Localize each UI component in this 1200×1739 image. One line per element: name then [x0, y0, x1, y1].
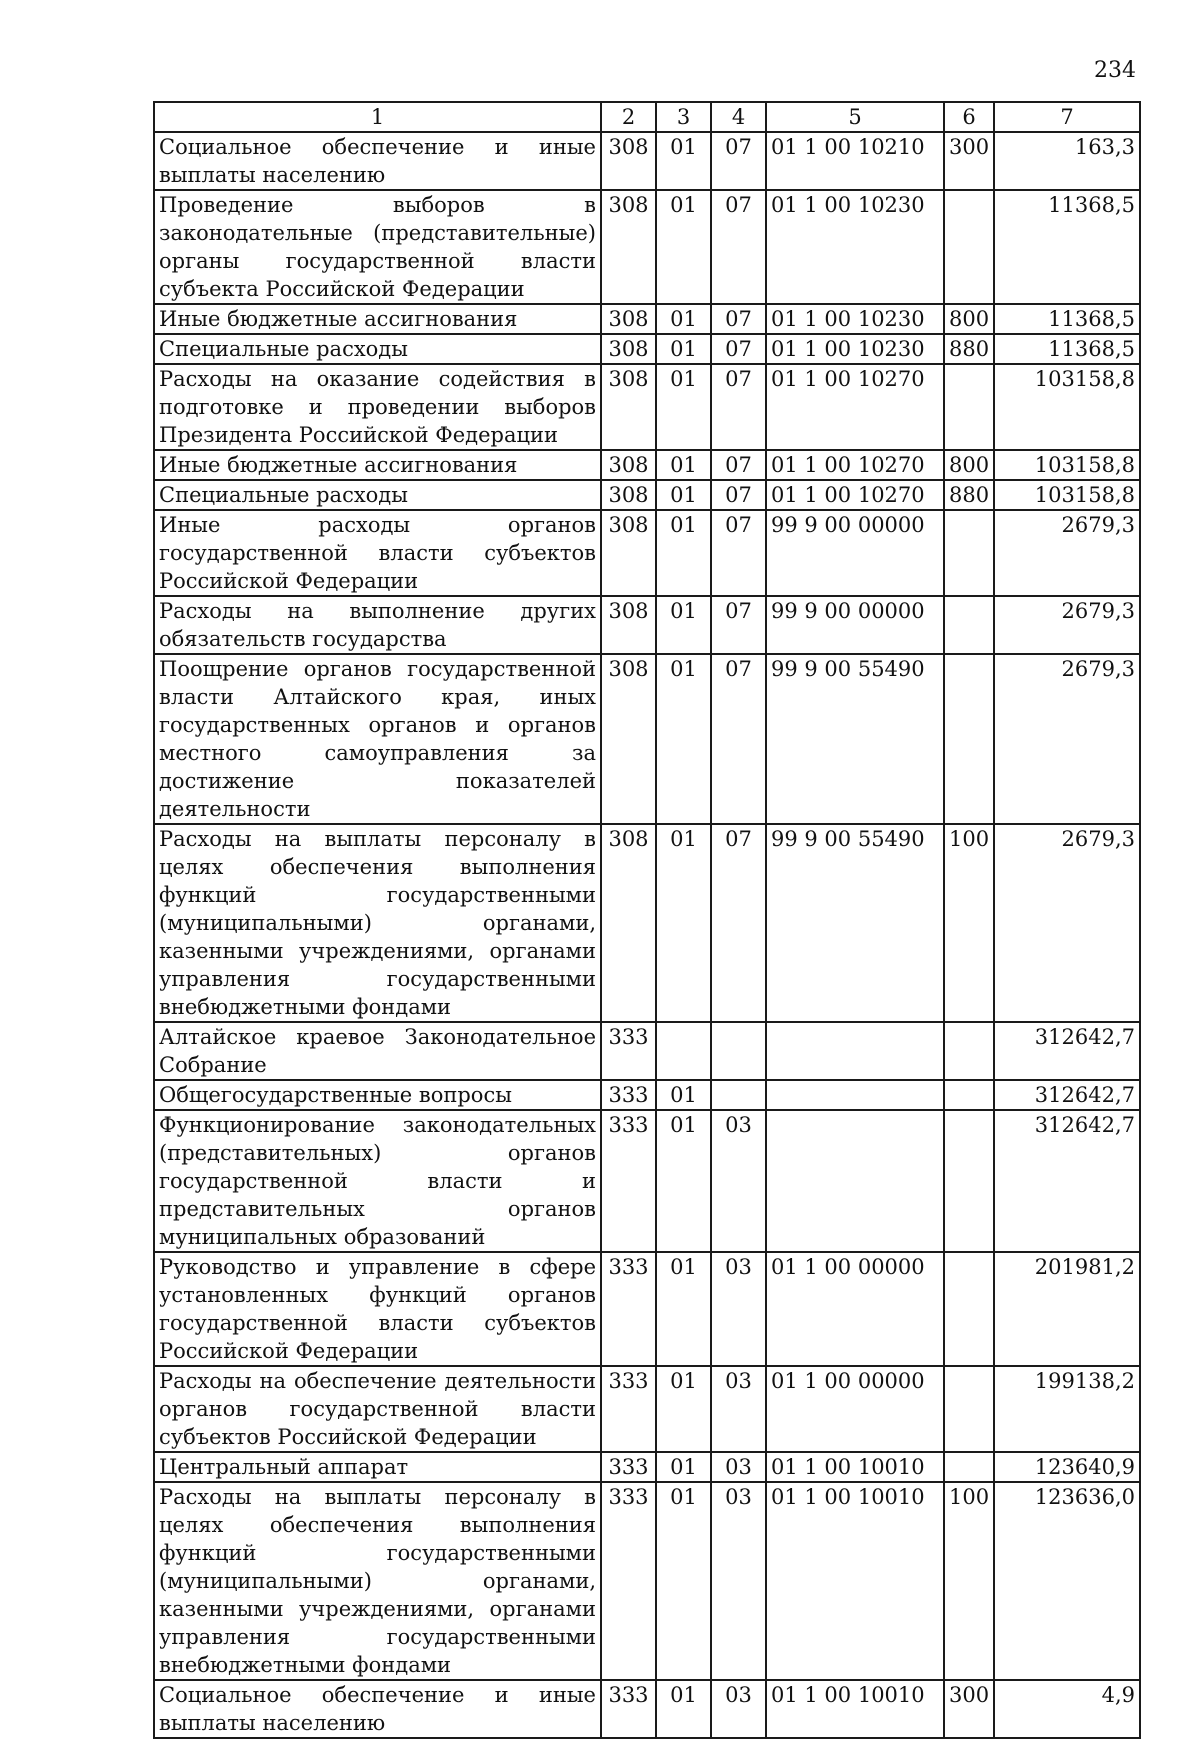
cell-amount: 2679,3 [994, 654, 1140, 824]
row-name: Специальные расходы [154, 334, 601, 364]
table-row [154, 654, 1140, 824]
cell-section: 01 [656, 510, 711, 596]
cell-section: 01 [656, 480, 711, 510]
table-row [154, 1022, 1140, 1080]
column-header: 6 [944, 102, 994, 132]
cell-section: 01 [656, 334, 711, 364]
cell-expense-type [944, 1080, 994, 1110]
cell-expense-type [944, 596, 994, 654]
cell-subsection: 07 [711, 596, 766, 654]
cell-ministry: 333 [601, 1680, 656, 1738]
cell-amount: 2679,3 [994, 510, 1140, 596]
cell-amount: 11368,5 [994, 334, 1140, 364]
cell-expense-type: 880 [944, 480, 994, 510]
cell-section: 01 [656, 1366, 711, 1452]
cell-subsection [711, 1022, 766, 1080]
column-header: 3 [656, 102, 711, 132]
cell-subsection: 07 [711, 450, 766, 480]
row-name: Алтайское краевое Законодательное Собрание [154, 1022, 601, 1080]
table-row [154, 304, 1140, 334]
cell-ministry: 333 [601, 1452, 656, 1482]
cell-section [656, 1022, 711, 1080]
cell-target-article: 01 1 00 10230 [766, 334, 944, 364]
row-name: Поощрение органов государственной власти Алтайского края, иных государственных органов и органов местного самоуправления за достижение показателей деятельности [154, 654, 601, 824]
row-name: Расходы на выплаты персоналу в целях обеспечения выполнения функций государственными (муниципальными) органами, казенными учреждениями, органами управления государственными внебюджетными фондами [154, 1482, 601, 1680]
table-row [154, 1482, 1140, 1680]
cell-expense-type: 800 [944, 304, 994, 334]
cell-subsection: 07 [711, 654, 766, 824]
cell-target-article: 99 9 00 00000 [766, 510, 944, 596]
row-name: Иные бюджетные ассигнования [154, 304, 601, 334]
cell-ministry: 308 [601, 364, 656, 450]
cell-section: 01 [656, 1080, 711, 1110]
table-row [154, 334, 1140, 364]
table-row [154, 1452, 1140, 1482]
cell-ministry: 308 [601, 824, 656, 1022]
cell-amount: 11368,5 [994, 190, 1140, 304]
cell-target-article: 01 1 00 10210 [766, 132, 944, 190]
cell-section: 01 [656, 824, 711, 1022]
cell-target-article: 99 9 00 55490 [766, 824, 944, 1022]
cell-ministry: 308 [601, 132, 656, 190]
cell-ministry: 333 [601, 1366, 656, 1452]
row-name: Расходы на оказание содействия в подготовке и проведении выборов Президента Российской Федерации [154, 364, 601, 450]
table-row [154, 1110, 1140, 1252]
cell-amount: 11368,5 [994, 304, 1140, 334]
cell-subsection: 03 [711, 1482, 766, 1680]
cell-subsection: 03 [711, 1252, 766, 1366]
row-name: Расходы на обеспечение деятельности органов государственной власти субъектов Российской Федерации [154, 1366, 601, 1452]
table-row [154, 132, 1140, 190]
row-name: Расходы на выплаты персоналу в целях обеспечения выполнения функций государственными (муниципальными) органами, казенными учреждениями, органами управления государственными внебюджетными фондами [154, 824, 601, 1022]
cell-amount: 103158,8 [994, 480, 1140, 510]
row-name: Иные бюджетные ассигнования [154, 450, 601, 480]
cell-target-article [766, 1022, 944, 1080]
cell-target-article [766, 1080, 944, 1110]
cell-subsection: 07 [711, 334, 766, 364]
column-header: 2 [601, 102, 656, 132]
cell-subsection: 03 [711, 1680, 766, 1738]
cell-subsection: 07 [711, 304, 766, 334]
cell-subsection: 07 [711, 190, 766, 304]
cell-expense-type: 800 [944, 450, 994, 480]
cell-ministry: 308 [601, 304, 656, 334]
table-row [154, 1680, 1140, 1738]
row-name: Расходы на выполнение других обязательств государства [154, 596, 601, 654]
cell-ministry: 333 [601, 1080, 656, 1110]
cell-subsection: 07 [711, 132, 766, 190]
cell-ministry: 333 [601, 1482, 656, 1680]
row-name: Общегосударственные вопросы [154, 1080, 601, 1110]
cell-amount: 312642,7 [994, 1110, 1140, 1252]
cell-ministry: 333 [601, 1252, 656, 1366]
cell-subsection: 07 [711, 824, 766, 1022]
budget-table [153, 101, 1141, 1739]
cell-section: 01 [656, 1482, 711, 1680]
row-name: Иные расходы органов государственной власти субъектов Российской Федерации [154, 510, 601, 596]
cell-subsection: 03 [711, 1452, 766, 1482]
cell-section: 01 [656, 1252, 711, 1366]
cell-expense-type: 300 [944, 132, 994, 190]
cell-expense-type: 880 [944, 334, 994, 364]
cell-ministry: 308 [601, 596, 656, 654]
cell-ministry: 333 [601, 1110, 656, 1252]
cell-section: 01 [656, 304, 711, 334]
cell-ministry: 308 [601, 190, 656, 304]
cell-ministry: 308 [601, 450, 656, 480]
cell-ministry: 333 [601, 1022, 656, 1080]
table-row [154, 1080, 1140, 1110]
cell-section: 01 [656, 596, 711, 654]
cell-target-article: 99 9 00 00000 [766, 596, 944, 654]
cell-expense-type [944, 510, 994, 596]
cell-target-article: 01 1 00 10010 [766, 1482, 944, 1680]
cell-target-article: 01 1 00 10270 [766, 480, 944, 510]
cell-subsection: 03 [711, 1366, 766, 1452]
row-name: Специальные расходы [154, 480, 601, 510]
cell-expense-type: 300 [944, 1680, 994, 1738]
row-name: Проведение выборов в законодательные (представительные) органы государственной власти субъекта Российской Федерации [154, 190, 601, 304]
cell-expense-type [944, 364, 994, 450]
column-header: 4 [711, 102, 766, 132]
cell-subsection: 07 [711, 510, 766, 596]
table-row [154, 450, 1140, 480]
cell-amount: 312642,7 [994, 1080, 1140, 1110]
cell-expense-type [944, 1452, 994, 1482]
cell-section: 01 [656, 190, 711, 304]
table-row [154, 596, 1140, 654]
cell-target-article: 01 1 00 10270 [766, 450, 944, 480]
table-row [154, 1366, 1140, 1452]
cell-expense-type [944, 1022, 994, 1080]
row-name: Социальное обеспечение и иные выплаты населению [154, 1680, 601, 1738]
cell-target-article: 01 1 00 10230 [766, 190, 944, 304]
cell-section: 01 [656, 132, 711, 190]
cell-ministry: 308 [601, 510, 656, 596]
cell-target-article: 01 1 00 00000 [766, 1252, 944, 1366]
cell-ministry: 308 [601, 480, 656, 510]
cell-expense-type [944, 654, 994, 824]
column-header: 7 [994, 102, 1140, 132]
cell-target-article: 01 1 00 00000 [766, 1366, 944, 1452]
cell-section: 01 [656, 364, 711, 450]
row-name: Социальное обеспечение и иные выплаты населению [154, 132, 601, 190]
cell-section: 01 [656, 1452, 711, 1482]
cell-amount: 2679,3 [994, 824, 1140, 1022]
cell-subsection: 07 [711, 480, 766, 510]
table-row [154, 190, 1140, 304]
cell-subsection [711, 1080, 766, 1110]
cell-amount: 103158,8 [994, 450, 1140, 480]
page-number: 234 [1094, 58, 1136, 83]
cell-ministry: 308 [601, 334, 656, 364]
cell-expense-type [944, 1366, 994, 1452]
cell-target-article [766, 1110, 944, 1252]
cell-section: 01 [656, 1110, 711, 1252]
cell-amount: 163,3 [994, 132, 1140, 190]
cell-expense-type: 100 [944, 1482, 994, 1680]
table-row [154, 480, 1140, 510]
header-row [154, 102, 1140, 132]
table-row [154, 364, 1140, 450]
cell-target-article: 99 9 00 55490 [766, 654, 944, 824]
cell-ministry: 308 [601, 654, 656, 824]
cell-expense-type [944, 190, 994, 304]
cell-target-article: 01 1 00 10230 [766, 304, 944, 334]
cell-section: 01 [656, 654, 711, 824]
cell-amount: 312642,7 [994, 1022, 1140, 1080]
table-row [154, 824, 1140, 1022]
cell-section: 01 [656, 1680, 711, 1738]
row-name: Руководство и управление в сфере установленных функций органов государственной власти субъектов Российской Федерации [154, 1252, 601, 1366]
cell-amount: 2679,3 [994, 596, 1140, 654]
cell-amount: 123640,9 [994, 1452, 1140, 1482]
cell-amount: 123636,0 [994, 1482, 1140, 1680]
cell-expense-type [944, 1252, 994, 1366]
cell-expense-type [944, 1110, 994, 1252]
cell-amount: 4,9 [994, 1680, 1140, 1738]
cell-amount: 201981,2 [994, 1252, 1140, 1366]
row-name: Функционирование законодательных (представительных) органов государственной власти и представительных органов муниципальных образований [154, 1110, 601, 1252]
cell-subsection: 03 [711, 1110, 766, 1252]
cell-section: 01 [656, 450, 711, 480]
table-row [154, 1252, 1140, 1366]
cell-amount: 199138,2 [994, 1366, 1140, 1452]
cell-amount: 103158,8 [994, 364, 1140, 450]
cell-target-article: 01 1 00 10270 [766, 364, 944, 450]
cell-expense-type: 100 [944, 824, 994, 1022]
cell-target-article: 01 1 00 10010 [766, 1452, 944, 1482]
cell-target-article: 01 1 00 10010 [766, 1680, 944, 1738]
column-header: 1 [154, 102, 601, 132]
column-header: 5 [766, 102, 944, 132]
table-row [154, 510, 1140, 596]
cell-subsection: 07 [711, 364, 766, 450]
row-name: Центральный аппарат [154, 1452, 601, 1482]
